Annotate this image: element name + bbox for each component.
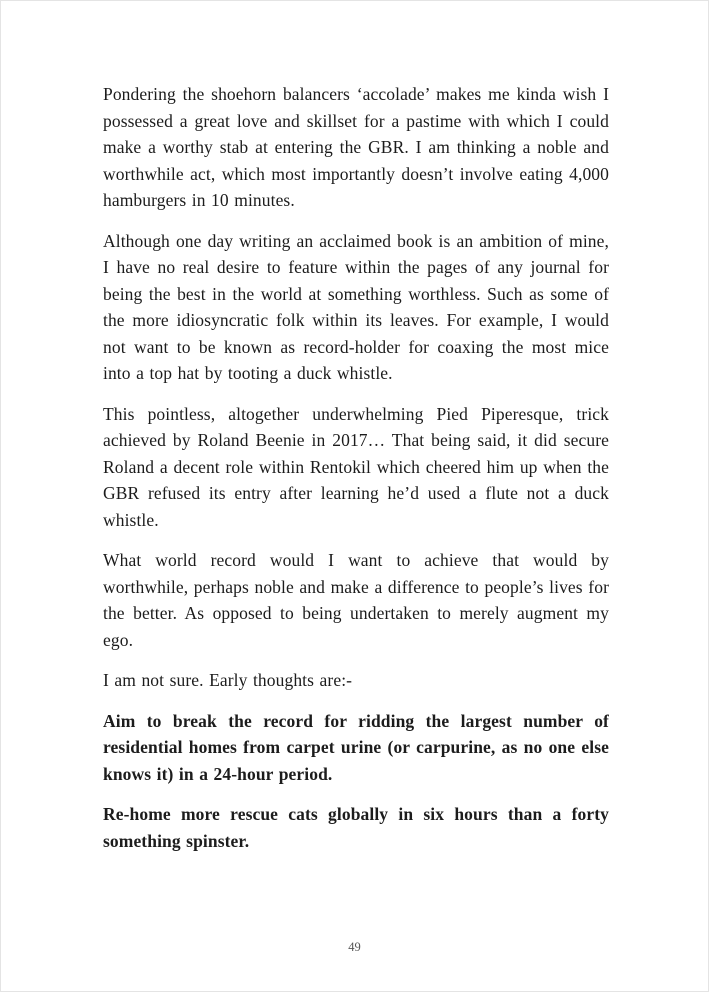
- paragraph: This pointless, altogether underwhelming Pied Piperesque, trick achieved by Roland Beenie in 2017… That being said, it did secure Roland a decent role within Rentokil which cheered him up when the GBR refused its entry after learning he’d used a flute not a duck whistle.: [103, 403, 609, 530]
- page-number: 49: [348, 940, 361, 954]
- paragraph: Pondering the shoehorn balancers ‘accolade’ makes me kinda wish I possessed a great love and skillset for a pastime with which I could make a worthy stab at entering the GBR. I am thinking a noble and worthwhile act, which most importantly doesn’t involve eating 4,000 hamburgers in 10 minutes.: [103, 84, 609, 210]
- paragraph: What world record would I want to achieve that would by worthwhile, perhaps noble and make a difference to people’s lives for the better. As opposed to being undertaken to merely augment my ego.: [103, 550, 609, 650]
- paragraph: Although one day writing an acclaimed book is an ambition of mine, I have no real desire to feature within the pages of any journal for being the best in the world at something worthless. Such as some of the more idiosyncratic folk within its leaves. For example, I would not want to be known as record-holder for coaxing the most mice into a top hat by tooting a duck whistle.: [103, 230, 609, 383]
- paragraph-bold: Aim to break the record for ridding the largest number of residential homes from carpet urine (or carpurine, as no one else knows it) in a 24-hour period.: [103, 710, 609, 784]
- page-body-text: [103, 81, 609, 868]
- paragraph-bold: Re-home more rescue cats globally in six hours than a forty something spinster.: [103, 804, 609, 851]
- paragraph: I am not sure. Early thoughts are:-: [103, 670, 353, 690]
